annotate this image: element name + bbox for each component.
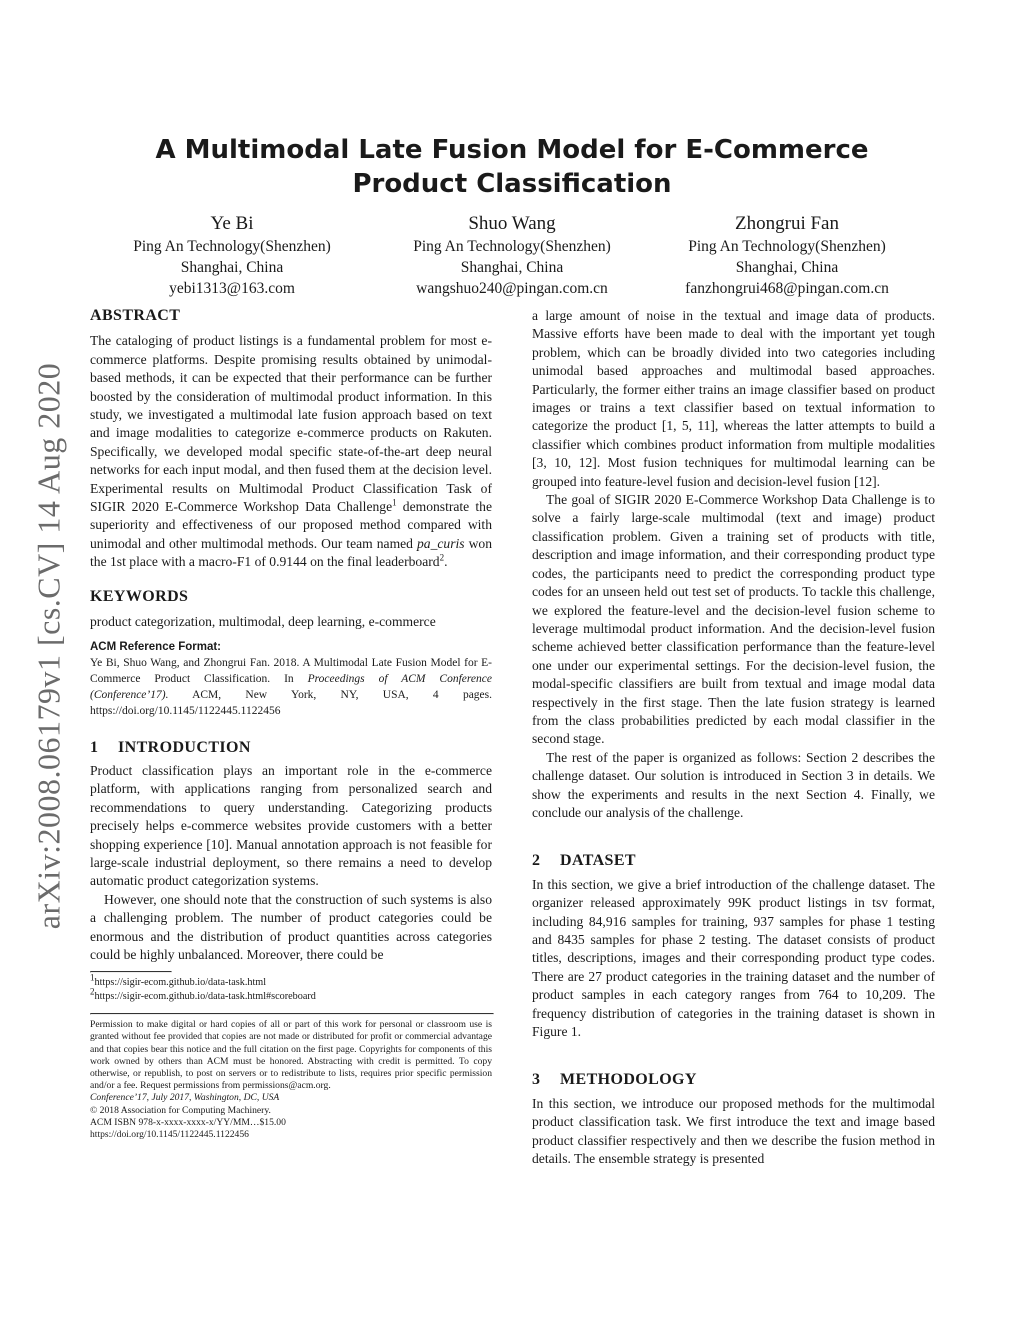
footnote [90,972,492,989]
section-title: METHODOLOGY [560,1071,697,1089]
acm-reference-heading: ACM Reference Format: [90,640,221,653]
author-affiliation: Ping An Technology(Shenzhen) [688,238,886,255]
author-location: Shanghai, China [180,259,284,276]
author-location: Shanghai, China [460,259,564,276]
acm-reference-part: ACM, New York, NY, USA, 4 pages. https://doi.org/10.1145/1122445.1122456 [90,688,492,717]
introduction-paragraph: The goal of SIGIR 2020 E-Commerce Workshop Data Challenge is to solve a fairly large-scale multimodal (text and image) product classification problem. Given a training set of products with title, description and image information, and their corresponding product type codes, the participants need to predict the corresponding product type codes for an unseen held out test set of products. To tackle this challenge, we explored the feature-level and the decision-level fusion scheme to leverage multimodal product information. And the decision-level fusion scheme achieved better classification performance than the feature-level one under our experimental settings. For the decision-level fusion, the modal-specific classifiers are built from textual and image modal data respectively in the first stage. Then the late fusion strategy is learned from the class probabilities predicted by each modal classifier in the second stage. [532,492,935,747]
introduction-paragraph: Product classification plays an important role in the e-commerce platform, with applications ranging from personalized search and recommendations to query understanding. Categorizing products precisely helps e-commerce websites provide customers with a better shopping experience [10]. Manual annotation approach is not feasible for large-scale industrial deployment, so there remains a need to develop automatic product categorization systems. [90,762,492,889]
methodology-heading [532,1071,935,1089]
permission-divider [90,1013,494,1015]
section-title: DATASET [560,852,637,870]
author-email[interactable]: wangshuo240@pingan.com.cn [416,280,608,297]
author-affiliation: Ping An Technology(Shenzhen) [413,238,611,255]
abstract-text: The cataloging of product listings is a fundamental problem for most e-commerce platforms. Despite promising results obtained by unimodal-based methods, it can be expected that their performance can be further boosted by the consideration of multimodal product information. In this study, we investigated a multimodal late fusion approach based on text and image modalities to categorize e-commerce products on Rakuten. Specifically, we developed modal specific state-of-the-art deep neural networks for each input modal, and then fused them at the decision level. Experimental results on Multimodal Product Classification Task of SIGIR 2020 E-Commerce Workshop Data Challenge [90,333,492,515]
arxiv-identifier [27,347,71,945]
author-location: Shanghai, China [735,259,839,276]
section-number: 3 [532,1071,541,1089]
right-column [532,307,935,1168]
footnote-mark: 1 [90,972,95,983]
abstract-heading: ABSTRACT [90,307,181,324]
author-email[interactable]: yebi1313@163.com [169,280,295,297]
introduction-heading [90,739,492,757]
author-name: Ye Bi [210,213,254,234]
author-email[interactable]: fanzhongrui468@pingan.com.cn [685,280,889,297]
acm-reference-text [90,655,492,719]
acm-reference [90,639,492,719]
conference-text: Conference’17, July 2017, Washington, DC, USA [90,1092,280,1104]
abstract-text: demonstrate the superiority and effectiveness of our proposed method compared with unimodal and other multimodal methods. Our team named [90,499,493,551]
paper-title: A Multimodal Late Fusion Model for E-Commerce Product Classification [155,135,869,199]
introduction-paragraph: a large amount of noise in the textual and image data of products. Massive efforts have been made to deal with the important yet tough problem, which can be broadly divided into two categories including unimodal based approaches and multimodal based approaches. Particularly, the former either trains an image classifier based on product images or trains a text classifier based on textual information to categorize the product [1, 5, 11], whereas the latter attempts to build a classifier which combines product information from multiple modalities [3, 10, 12]. Most fusion techniques for multimodal learning can be grouped into feature-level fusion and decision-level fusion [12]. [532,308,935,489]
footnote-link[interactable]: https://sigir-ecom.github.io/data-task.html [94,977,267,989]
footnote-mark: 2 [90,986,95,997]
footnote-divider [90,971,172,973]
footnote-ref: 1 [392,497,397,508]
section-number: 2 [532,852,541,870]
author-block [647,212,927,299]
doi-link[interactable]: https://doi.org/10.1145/1122445.1122456 [90,1129,249,1141]
dataset-heading [532,852,935,870]
acm-reference-venue: Proceedings of ACM Conference (Conference’17). [90,672,492,701]
isbn-line: ACM ISBN 978-x-xxxx-xxxx-x/YY/MM…$15.00 [90,1116,286,1128]
author-affiliation: Ping An Technology(Shenzhen) [133,238,331,255]
abstract-text: . [444,554,448,570]
arxiv-identifier-text: arXiv:2008.06179v1 [cs.CV] 14 Aug 2020 [30,362,67,930]
abstract-paragraph [90,332,492,571]
team-name: pa_curis [417,535,465,551]
keywords-heading: KEYWORDS [90,587,189,605]
author-name: Shuo Wang [468,213,556,234]
copyright-line: © 2018 Association for Computing Machinery. [90,1104,271,1116]
footnote-ref: 2 [439,552,445,563]
introduction-paragraph: The rest of the paper is organized as follows: Section 2 describes the challenge dataset. Our solution is introduced in Section 3 in details. We show the experiments and results in the next Section 4. Finally, we conclude our analysis of the challenge. [532,749,935,820]
section-number: 1 [90,738,99,756]
left-column [90,307,492,1141]
introduction-paragraph: However, one should note that the construction of such systems is also a challenging problem. The number of product categories could be enormous and the distribution of product quantities across categories could be highly unbalanced. Moreover, there could be [90,891,492,962]
keywords-text: product categorization, multimodal, deep learning, e-commerce [90,614,436,630]
section-title: INTRODUCTION [118,738,251,756]
acm-reference-part: Ye Bi, Shuo Wang, and Zhongrui Fan. 2018. A Multimodal Late Fusion Model for E-Commerce Product Classification. In [90,656,492,685]
permission-notice: Permission to make digital or hard copies of all or part of this work for personal or classroom use is granted without fee provided that copies are not made or distributed for profit or commercial advantage and that copies bear this notice and the full citation on the first page. Copyrights for components of this work owned by others than ACM must be honored. Abstracting with credit is permitted. To copy otherwise, or republish, to post on servers or to redistribute to lists, requires prior specific permission and/or a fee. Request permissions from permissions@acm.org. [90,1019,492,1092]
footnote-link[interactable]: https://sigir-ecom.github.io/data-task.html#scoreboard [94,990,316,1002]
author-block [92,212,372,299]
methodology-paragraph: In this section, we introduce our proposed methods for the multimodal product classification task. We first introduce the text and image based product classifier respectively and then we describe the fusion method in details. The ensemble strategy is presented [532,1095,935,1167]
dataset-paragraph: In this section, we give a brief introduction of the challenge dataset. The organizer released approximately 99K product listings in tsv format, including 84,916 samples for training, 937 samples for phase 1 testing and 8435 samples for phase 2 testing. The dataset consists of product titles, descriptions, images and their corresponding product type codes. There are 27 product categories in the training dataset and the number of product samples in each category ranges from 764 to 10,209. The frequency distribution of categories in the training dataset is shown in Figure 1. [532,876,935,1040]
footnote [90,986,492,1003]
abstract-text: won the 1st place with a macro-F1 of 0.9144 on the final leaderboard [90,535,493,570]
author-block [372,212,652,299]
author-name: Zhongrui Fan [735,213,839,234]
conference-line [90,1092,492,1104]
